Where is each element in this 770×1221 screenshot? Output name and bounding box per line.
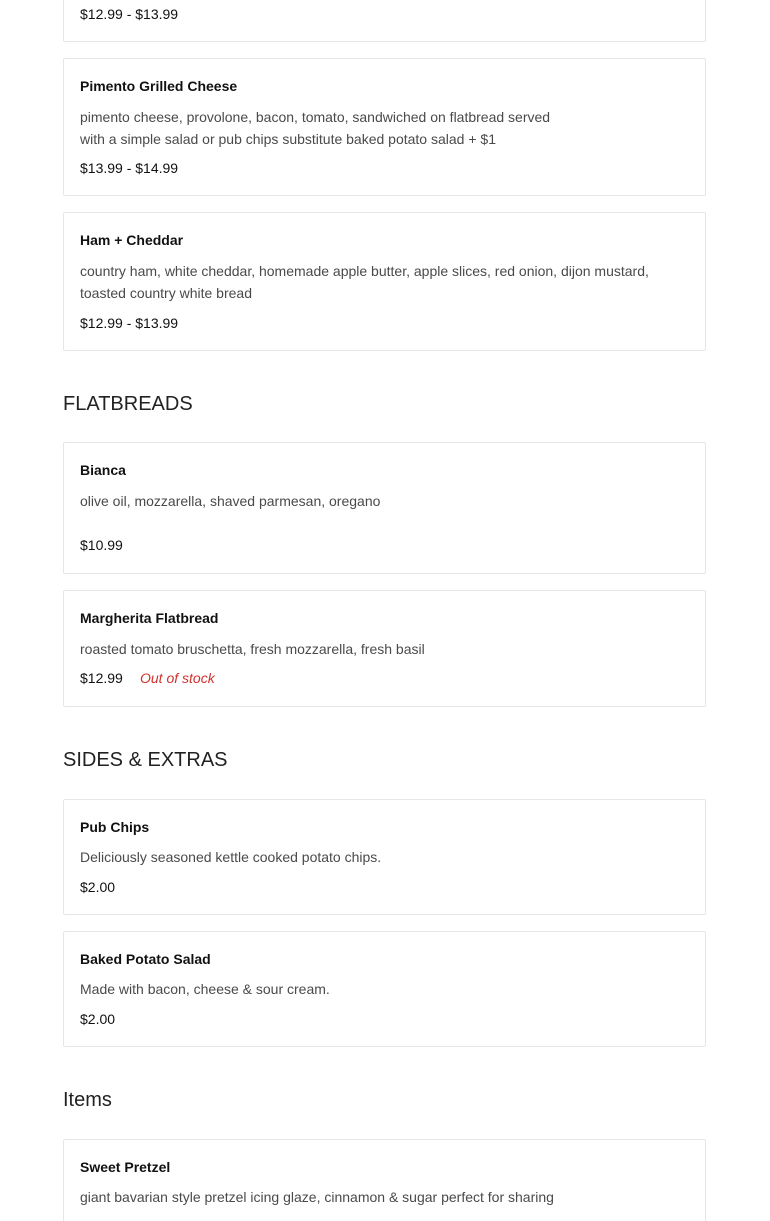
out-of-stock-label: Out of stock <box>140 670 215 686</box>
item-name: Baked Potato Salad <box>80 951 211 967</box>
item-price: $2.00 <box>80 1011 116 1027</box>
item-description: Made with bacon, cheese & sour cream. <box>80 981 330 997</box>
item-price: $2.00 <box>80 879 116 895</box>
item-name: Ham + Cheddar <box>80 232 184 248</box>
section-title-flatbreads: FLATBREADS <box>63 393 193 415</box>
item-name: Pimento Grilled Cheese <box>80 78 238 94</box>
item-description: olive oil, mozzarella, shaved parmesan, oregano <box>80 493 381 509</box>
menu-item-card[interactable] <box>63 1139 706 1221</box>
item-description: roasted tomato bruschetta, fresh mozzarella, fresh basil <box>80 641 425 657</box>
section-title-sides-extras: SIDES & EXTRAS <box>63 749 228 771</box>
item-name: Bianca <box>80 462 126 478</box>
item-price: $12.99 - $13.99 <box>80 6 179 22</box>
menu-item-card[interactable] <box>63 442 706 574</box>
item-price: $13.99 - $14.99 <box>80 160 179 176</box>
item-description: pimento cheese, provolone, bacon, tomato, sandwiched on flatbread served with a simple salad or pub chips substitute baked potato salad + $1 <box>80 109 551 147</box>
menu-item-card[interactable] <box>63 0 706 42</box>
item-name: Pub Chips <box>80 819 150 835</box>
item-price: $12.99 - $13.99 <box>80 315 179 331</box>
menu-item-card[interactable] <box>63 931 706 1047</box>
menu-item-card[interactable] <box>63 58 706 196</box>
item-name: Sweet Pretzel <box>80 1159 171 1175</box>
item-price: $10.99 <box>80 537 123 553</box>
item-name: Margherita Flatbread <box>80 610 219 626</box>
item-description: Deliciously seasoned kettle cooked potato chips. <box>80 849 382 865</box>
item-description: giant bavarian style pretzel icing glaze, cinnamon & sugar perfect for sharing <box>80 1189 554 1205</box>
menu-item-card[interactable] <box>63 212 706 351</box>
menu-item-card[interactable] <box>63 590 706 707</box>
menu-item-card[interactable] <box>63 799 706 915</box>
item-description: country ham, white cheddar, homemade apple butter, apple slices, red onion, dijon mustard, toasted country white bread <box>80 263 649 301</box>
item-price: $12.99 <box>80 670 123 686</box>
section-title-items: Items <box>63 1089 112 1111</box>
